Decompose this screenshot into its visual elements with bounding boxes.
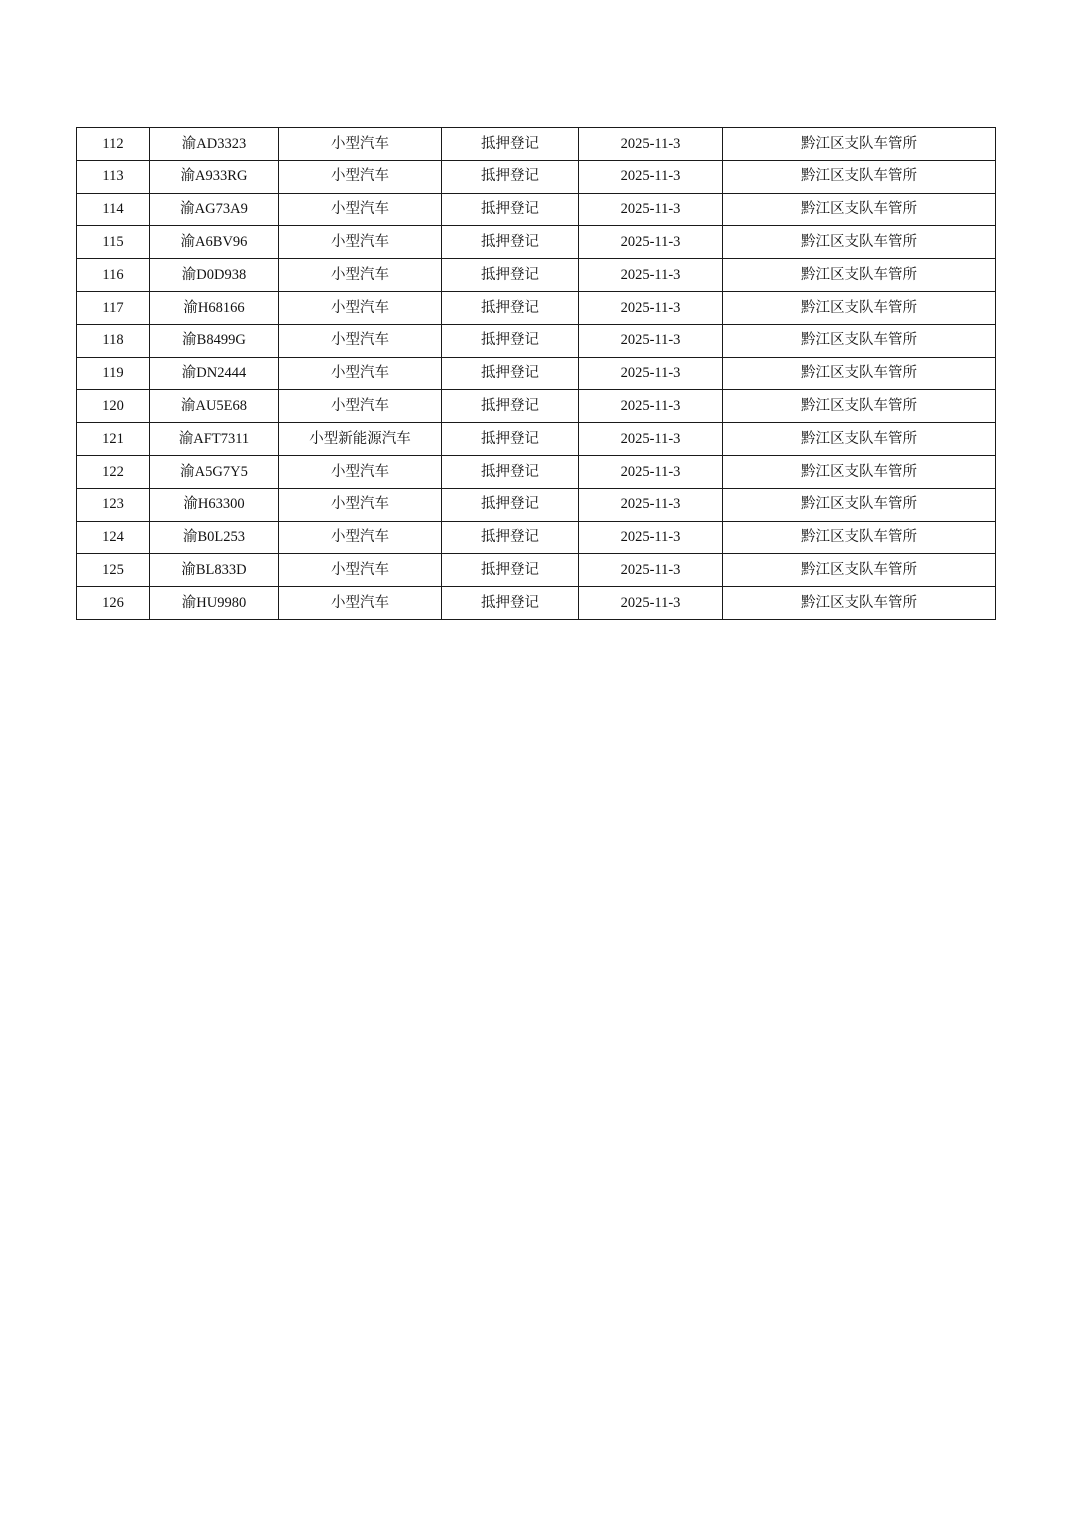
cell-business-type: 抵押登记 (442, 423, 579, 456)
cell-office: 黔江区支队车管所 (723, 193, 996, 226)
cell-vehicle-type: 小型汽车 (279, 193, 442, 226)
cell-number: 116 (77, 259, 150, 292)
cell-number: 124 (77, 521, 150, 554)
table-row (77, 160, 996, 193)
cell-date: 2025-11-3 (579, 259, 723, 292)
cell-office: 黔江区支队车管所 (723, 291, 996, 324)
cell-office: 黔江区支队车管所 (723, 357, 996, 390)
cell-business-type: 抵押登记 (442, 587, 579, 620)
cell-plate: 渝B0L253 (150, 521, 279, 554)
cell-number: 113 (77, 160, 150, 193)
cell-office: 黔江区支队车管所 (723, 423, 996, 456)
cell-date: 2025-11-3 (579, 160, 723, 193)
cell-office: 黔江区支队车管所 (723, 324, 996, 357)
cell-vehicle-type: 小型汽车 (279, 324, 442, 357)
cell-plate: 渝H68166 (150, 291, 279, 324)
cell-vehicle-type: 小型汽车 (279, 488, 442, 521)
cell-plate: 渝AD3323 (150, 128, 279, 161)
cell-number: 122 (77, 455, 150, 488)
table-row (77, 390, 996, 423)
cell-date: 2025-11-3 (579, 423, 723, 456)
cell-business-type: 抵押登记 (442, 390, 579, 423)
cell-number: 123 (77, 488, 150, 521)
cell-plate: 渝A6BV96 (150, 226, 279, 259)
cell-number: 112 (77, 128, 150, 161)
cell-business-type: 抵押登记 (442, 160, 579, 193)
cell-vehicle-type: 小型汽车 (279, 390, 442, 423)
cell-office: 黔江区支队车管所 (723, 128, 996, 161)
cell-plate: 渝H63300 (150, 488, 279, 521)
cell-date: 2025-11-3 (579, 193, 723, 226)
cell-plate: 渝BL833D (150, 554, 279, 587)
cell-business-type: 抵押登记 (442, 521, 579, 554)
cell-business-type: 抵押登记 (442, 193, 579, 226)
table-row (77, 521, 996, 554)
cell-plate: 渝B8499G (150, 324, 279, 357)
cell-vehicle-type: 小型汽车 (279, 160, 442, 193)
table-row (77, 488, 996, 521)
cell-plate: 渝AU5E68 (150, 390, 279, 423)
cell-business-type: 抵押登记 (442, 488, 579, 521)
cell-office: 黔江区支队车管所 (723, 554, 996, 587)
cell-number: 125 (77, 554, 150, 587)
cell-vehicle-type: 小型汽车 (279, 128, 442, 161)
cell-plate: 渝D0D938 (150, 259, 279, 292)
cell-business-type: 抵押登记 (442, 291, 579, 324)
cell-date: 2025-11-3 (579, 226, 723, 259)
cell-number: 126 (77, 587, 150, 620)
cell-office: 黔江区支队车管所 (723, 488, 996, 521)
cell-date: 2025-11-3 (579, 128, 723, 161)
cell-office: 黔江区支队车管所 (723, 226, 996, 259)
cell-plate: 渝AFT7311 (150, 423, 279, 456)
cell-date: 2025-11-3 (579, 291, 723, 324)
table-row (77, 128, 996, 161)
cell-office: 黔江区支队车管所 (723, 587, 996, 620)
cell-business-type: 抵押登记 (442, 357, 579, 390)
cell-number: 114 (77, 193, 150, 226)
cell-vehicle-type: 小型汽车 (279, 455, 442, 488)
table-row (77, 226, 996, 259)
cell-business-type: 抵押登记 (442, 259, 579, 292)
cell-vehicle-type: 小型新能源汽车 (279, 423, 442, 456)
cell-vehicle-type: 小型汽车 (279, 587, 442, 620)
table-row (77, 259, 996, 292)
cell-office: 黔江区支队车管所 (723, 390, 996, 423)
vehicle-registration-table (76, 127, 996, 620)
cell-business-type: 抵押登记 (442, 324, 579, 357)
cell-number: 119 (77, 357, 150, 390)
cell-business-type: 抵押登记 (442, 455, 579, 488)
cell-business-type: 抵押登记 (442, 226, 579, 259)
cell-number: 117 (77, 291, 150, 324)
cell-plate: 渝DN2444 (150, 357, 279, 390)
table-row (77, 324, 996, 357)
cell-business-type: 抵押登记 (442, 128, 579, 161)
cell-date: 2025-11-3 (579, 390, 723, 423)
cell-vehicle-type: 小型汽车 (279, 226, 442, 259)
cell-plate: 渝HU9980 (150, 587, 279, 620)
cell-date: 2025-11-3 (579, 324, 723, 357)
cell-plate: 渝AG73A9 (150, 193, 279, 226)
cell-date: 2025-11-3 (579, 455, 723, 488)
cell-office: 黔江区支队车管所 (723, 259, 996, 292)
table-row (77, 193, 996, 226)
cell-plate: 渝A933RG (150, 160, 279, 193)
table-body (77, 128, 996, 620)
cell-number: 118 (77, 324, 150, 357)
cell-office: 黔江区支队车管所 (723, 455, 996, 488)
cell-office: 黔江区支队车管所 (723, 521, 996, 554)
cell-vehicle-type: 小型汽车 (279, 291, 442, 324)
cell-date: 2025-11-3 (579, 488, 723, 521)
cell-date: 2025-11-3 (579, 357, 723, 390)
table-row (77, 423, 996, 456)
cell-vehicle-type: 小型汽车 (279, 554, 442, 587)
table-row (77, 554, 996, 587)
table-row (77, 587, 996, 620)
cell-vehicle-type: 小型汽车 (279, 521, 442, 554)
cell-number: 120 (77, 390, 150, 423)
cell-vehicle-type: 小型汽车 (279, 259, 442, 292)
cell-number: 121 (77, 423, 150, 456)
cell-date: 2025-11-3 (579, 521, 723, 554)
table-row (77, 357, 996, 390)
cell-business-type: 抵押登记 (442, 554, 579, 587)
cell-vehicle-type: 小型汽车 (279, 357, 442, 390)
cell-number: 115 (77, 226, 150, 259)
cell-office: 黔江区支队车管所 (723, 160, 996, 193)
cell-plate: 渝A5G7Y5 (150, 455, 279, 488)
table-row (77, 291, 996, 324)
cell-date: 2025-11-3 (579, 554, 723, 587)
table-row (77, 455, 996, 488)
cell-date: 2025-11-3 (579, 587, 723, 620)
